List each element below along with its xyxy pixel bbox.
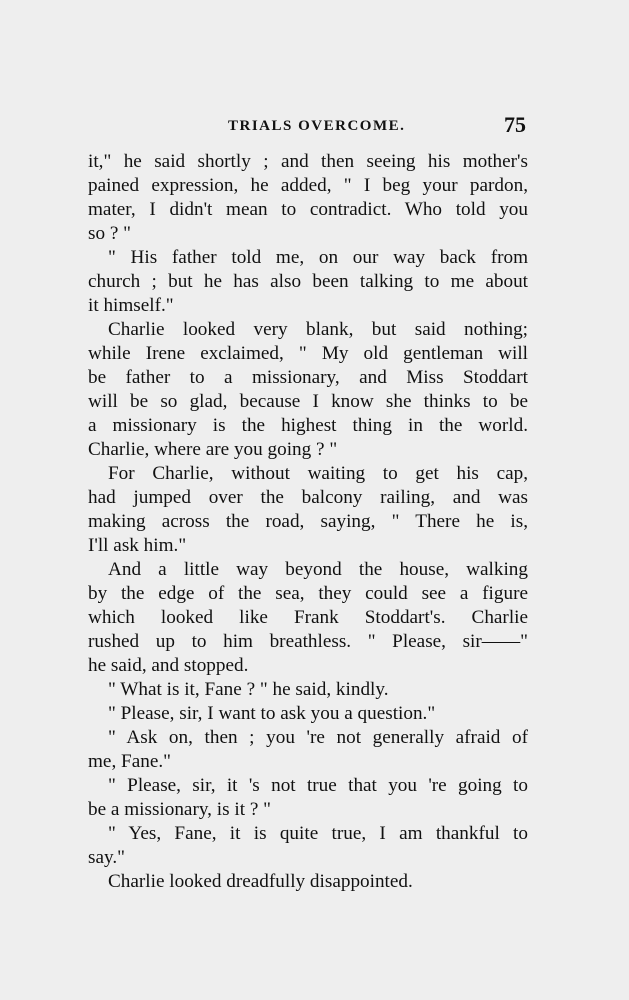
running-title: TRIALS OVERCOME. (228, 118, 406, 134)
text-line: " Ask on, then ; you 're not generally afraid of (108, 727, 528, 748)
text-line: making across the road, saying, " There he is, (88, 511, 528, 532)
text-line: mater, I didn't mean to contradict. Who told you (88, 199, 528, 220)
text-line: be father to a missionary, and Miss Stoddart (88, 367, 528, 388)
text-line: For Charlie, without waiting to get his cap, (108, 463, 528, 484)
text-line: by the edge of the sea, they could see a figure (88, 583, 528, 604)
text-line: Charlie looked dreadfully disappointed. (108, 871, 413, 892)
text-line: me, Fane." (88, 751, 171, 772)
text-line: rushed up to him breathless. " Please, sir——" (88, 631, 528, 652)
body-text (88, 150, 528, 894)
text-line: pained expression, he added, " I beg your pardon, (88, 175, 528, 196)
running-head (88, 112, 526, 144)
text-line: church ; but he has also been talking to me about (88, 271, 528, 292)
text-line: while Irene exclaimed, " My old gentleman will (88, 343, 528, 364)
text-line: " Please, sir, I want to ask you a question." (108, 703, 436, 724)
text-line: which looked like Frank Stoddart's. Charlie (88, 607, 528, 628)
text-line: " Please, sir, it 's not true that you 're going to (108, 775, 528, 796)
text-line: say." (88, 847, 125, 868)
text-line: be a missionary, is it ? " (88, 799, 271, 820)
text-line: I'll ask him." (88, 535, 187, 556)
text-line: it himself." (88, 295, 174, 316)
text-line: so ? " (88, 223, 132, 244)
text-line: Charlie looked very blank, but said nothing; (108, 319, 528, 340)
text-line: a missionary is the highest thing in the world. (88, 415, 528, 436)
text-line: " Yes, Fane, it is quite true, I am thankful to (108, 823, 528, 844)
text-line: will be so glad, because I know she thinks to be (88, 391, 528, 412)
text-line: " His father told me, on our way back from (108, 247, 528, 268)
text-line: " What is it, Fane ? " he said, kindly. (108, 679, 389, 700)
text-line: it," he said shortly ; and then seeing his mother's (88, 151, 528, 172)
text-line: And a little way beyond the house, walking (108, 559, 528, 580)
page-number: 75 (504, 112, 526, 137)
text-line: he said, and stopped. (88, 655, 249, 676)
text-line: Charlie, where are you going ? " (88, 439, 338, 460)
text-line: had jumped over the balcony railing, and was (88, 487, 528, 508)
